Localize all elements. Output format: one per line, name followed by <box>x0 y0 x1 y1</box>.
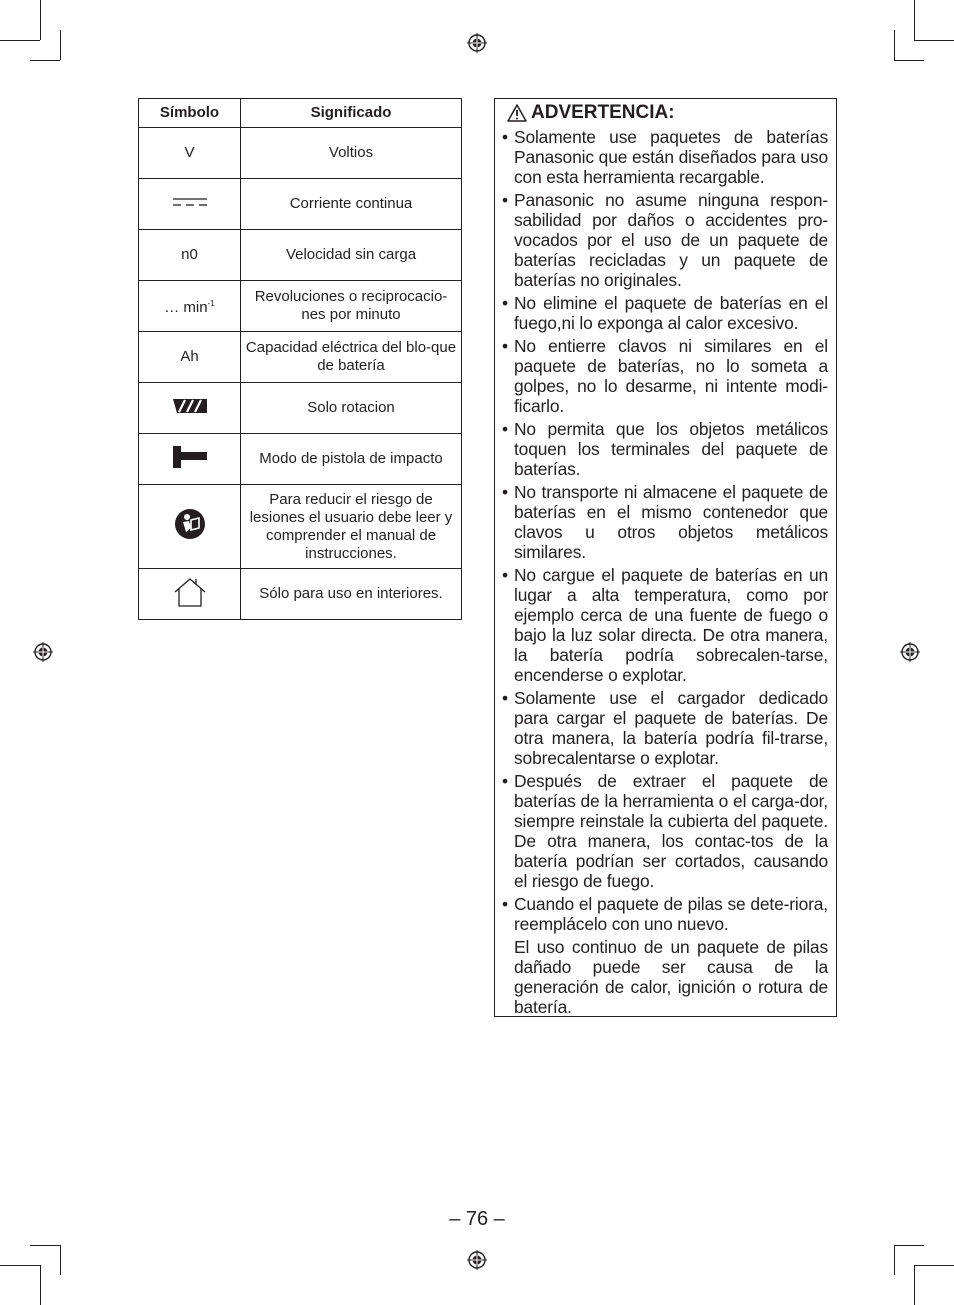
table-header-row <box>139 99 462 128</box>
crop-mark <box>914 1265 915 1305</box>
registration-mark-icon <box>900 642 920 662</box>
crop-mark <box>894 30 895 60</box>
table-row <box>139 332 462 383</box>
table-row <box>139 569 462 620</box>
symbol-cell <box>139 485 241 569</box>
meaning-cell: Revoluciones o reciprocacio-nes por minuto <box>241 281 462 332</box>
list-item: • Cuando el paquete de pilas se dete-riora, reemplácelo con uno nuevo. <box>502 894 828 934</box>
page-number: – 76 – <box>449 1208 505 1230</box>
list-item: • Panasonic no asume ninguna respon-sabilidad por daños o accidentes pro-vocados por el uso de un paquete de baterías recicladas y un paquete de baterías no originales. <box>502 190 828 290</box>
crop-mark <box>894 60 924 61</box>
table-row <box>139 434 462 485</box>
symbol-cell: n0 <box>139 230 241 281</box>
column-header-symbol: Símbolo <box>139 99 241 128</box>
list-item: • No elimine el paquete de baterías en el fuego,ni lo exponga al calor excesivo. <box>502 293 828 333</box>
crop-mark <box>894 1245 895 1275</box>
meaning-cell: Voltios <box>241 128 462 179</box>
list-item: • Después de extraer el paquete de baterías de la herramienta o el carga-dor, siempre reinstale la cubierta del paquete. De otra manera, los contac-tos de la batería podrían ser cortados, causando el riesgo de fuego. <box>502 771 828 892</box>
symbol-cell <box>139 179 241 230</box>
hammer-icon <box>171 444 209 470</box>
list-item: • No entierre clavos ni similares en el paquete de baterías, no lo someta a golpes, no lo desarme, ni intente modi-ficarlo. <box>502 336 828 416</box>
read-manual-icon <box>174 508 206 540</box>
list-item: • Solamente use paquetes de baterías Panasonic que están diseñados para uso con esta herramienta recargable. <box>502 127 828 187</box>
meaning-cell: Capacidad eléctrica del blo-que de batería <box>241 332 462 383</box>
column-header-meaning: Significado <box>241 99 462 128</box>
symbol-superscript: -1 <box>207 299 215 308</box>
list-item: • No cargue el paquete de baterías en un lugar a alta temperatura, como por ejemplo cerca de una fuente de fuego o bajo la luz solar directa. De otra manera, la batería podría sobrecalen-tarse, encenderse o explotar. <box>502 565 828 686</box>
meaning-cell: Velocidad sin carga <box>241 230 462 281</box>
list-item: • No transporte ni almacene el paquete de baterías en el mismo contenedor que clavos u otros objetos metálicos similares. <box>502 482 828 562</box>
crop-mark <box>30 1245 60 1246</box>
list-item-continuation: El uso continuo de un paquete de pilas dañado puede ser causa de la generación de calor, ignición o rotura de batería. <box>514 936 828 1017</box>
table-row <box>139 485 462 569</box>
crop-mark <box>60 1245 61 1275</box>
direct-current-icon <box>172 196 208 208</box>
symbol-cell: V <box>139 128 241 179</box>
registration-mark-icon <box>467 1250 487 1270</box>
list-item: • Solamente use el cargador dedicado para cargar el paquete de baterías. De otra manera, la batería podría fil-trarse, sobrecalentarse o explotar. <box>502 688 828 768</box>
crop-mark <box>0 40 40 41</box>
symbol-cell: Ah <box>139 332 241 383</box>
warning-list <box>502 127 828 1017</box>
registration-mark-icon <box>467 33 487 53</box>
list-item: • No permita que los objetos metálicos toquen los terminales del paquete de baterías. <box>502 419 828 479</box>
table-row <box>139 230 462 281</box>
symbol-cell <box>139 383 241 434</box>
crop-mark <box>914 0 915 40</box>
crop-mark <box>40 1265 41 1305</box>
meaning-cell: Corriente continua <box>241 179 462 230</box>
crop-mark <box>60 30 61 60</box>
table-row <box>139 281 462 332</box>
symbol-cell <box>139 281 241 332</box>
crop-mark <box>914 40 954 41</box>
registration-mark-icon <box>33 642 53 662</box>
symbol-cell <box>139 434 241 485</box>
warning-heading <box>507 101 828 125</box>
table-row <box>139 383 462 434</box>
crop-mark <box>0 1265 40 1266</box>
table-row <box>139 128 462 179</box>
crop-mark <box>914 1265 954 1266</box>
symbol-table <box>138 98 462 620</box>
meaning-cell: Modo de pistola de impacto <box>241 434 462 485</box>
symbol-cell <box>139 569 241 620</box>
table-row <box>139 179 462 230</box>
crop-mark <box>40 0 41 40</box>
warning-triangle-icon <box>507 104 527 122</box>
symbol-prefix: … min <box>164 299 208 316</box>
meaning-cell: Sólo para uso en interiores. <box>241 569 462 620</box>
meaning-cell: Para reducir el riesgo de lesiones el usuario debe leer y comprender el manual de instrucciones. <box>241 485 462 569</box>
warning-title: ADVERTENCIA: <box>531 102 675 123</box>
crop-mark <box>30 60 60 61</box>
meaning-cell: Solo rotacion <box>241 383 462 434</box>
warning-box <box>494 98 837 1017</box>
indoor-use-icon <box>172 576 208 608</box>
rotation-only-icon <box>171 397 209 415</box>
crop-mark <box>894 1245 924 1246</box>
